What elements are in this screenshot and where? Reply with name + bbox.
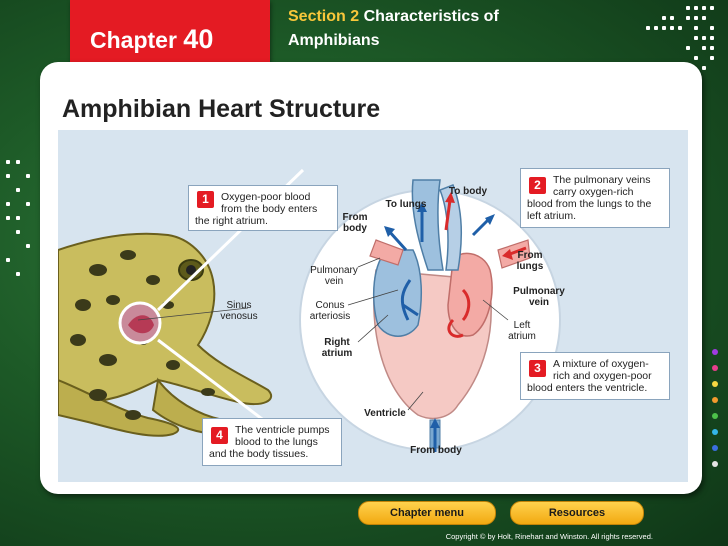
label-left-atrium: Left atrium xyxy=(508,320,536,342)
frog-illustration xyxy=(58,234,271,436)
label-to-body: To body xyxy=(448,186,488,197)
callout-step-3: 3 A mixture of oxygen- rich and oxygen-poor blood enters the ventricle. xyxy=(520,352,670,400)
label-from-body-top: From body xyxy=(342,212,368,234)
step-number-1: 1 xyxy=(197,191,214,208)
label-sinus-venosus: Sinus venosus xyxy=(220,300,258,322)
page-title: Amphibian Heart Structure xyxy=(62,95,381,123)
label-pulmonary-vein-left: Pulmonary vein xyxy=(310,265,358,287)
step-number-3: 3 xyxy=(529,360,546,377)
step-number-2: 2 xyxy=(529,177,546,194)
copyright-text: Copyright © by Holt, Rinehart and Winston. All rights reserved. xyxy=(445,532,653,541)
callout-step-1: 1 Oxygen-poor blood from the body enters the right atrium. xyxy=(188,185,338,231)
step-number-4: 4 xyxy=(211,427,228,444)
callout-step-2: 2 The pulmonary veins carry oxygen-rich blood from the lungs to the left atrium. xyxy=(520,168,670,228)
resources-button[interactable]: Resources xyxy=(510,501,644,525)
label-right-atrium: Right atrium xyxy=(321,337,353,359)
chapter-label: Chapter 40 xyxy=(90,24,214,54)
callout-step-4: 4 The ventricle pumps blood to the lungs and the body tissues. xyxy=(202,418,342,466)
section-heading: Section 2 Characteristics of xyxy=(288,8,499,25)
section-heading-line2: Amphibians xyxy=(288,32,380,49)
chapter-menu-button[interactable]: Chapter menu xyxy=(358,501,496,525)
label-from-lungs: From lungs xyxy=(516,250,544,272)
label-conus-arteriosis: Conus arteriosis xyxy=(309,300,351,322)
label-pulmonary-vein-right: Pulmonary vein xyxy=(513,286,565,308)
chapter-number: 40 xyxy=(183,24,214,54)
label-ventricle: Ventricle xyxy=(364,408,406,419)
label-to-lungs: To lungs xyxy=(385,199,427,210)
label-from-body-bottom: From body xyxy=(410,445,462,456)
